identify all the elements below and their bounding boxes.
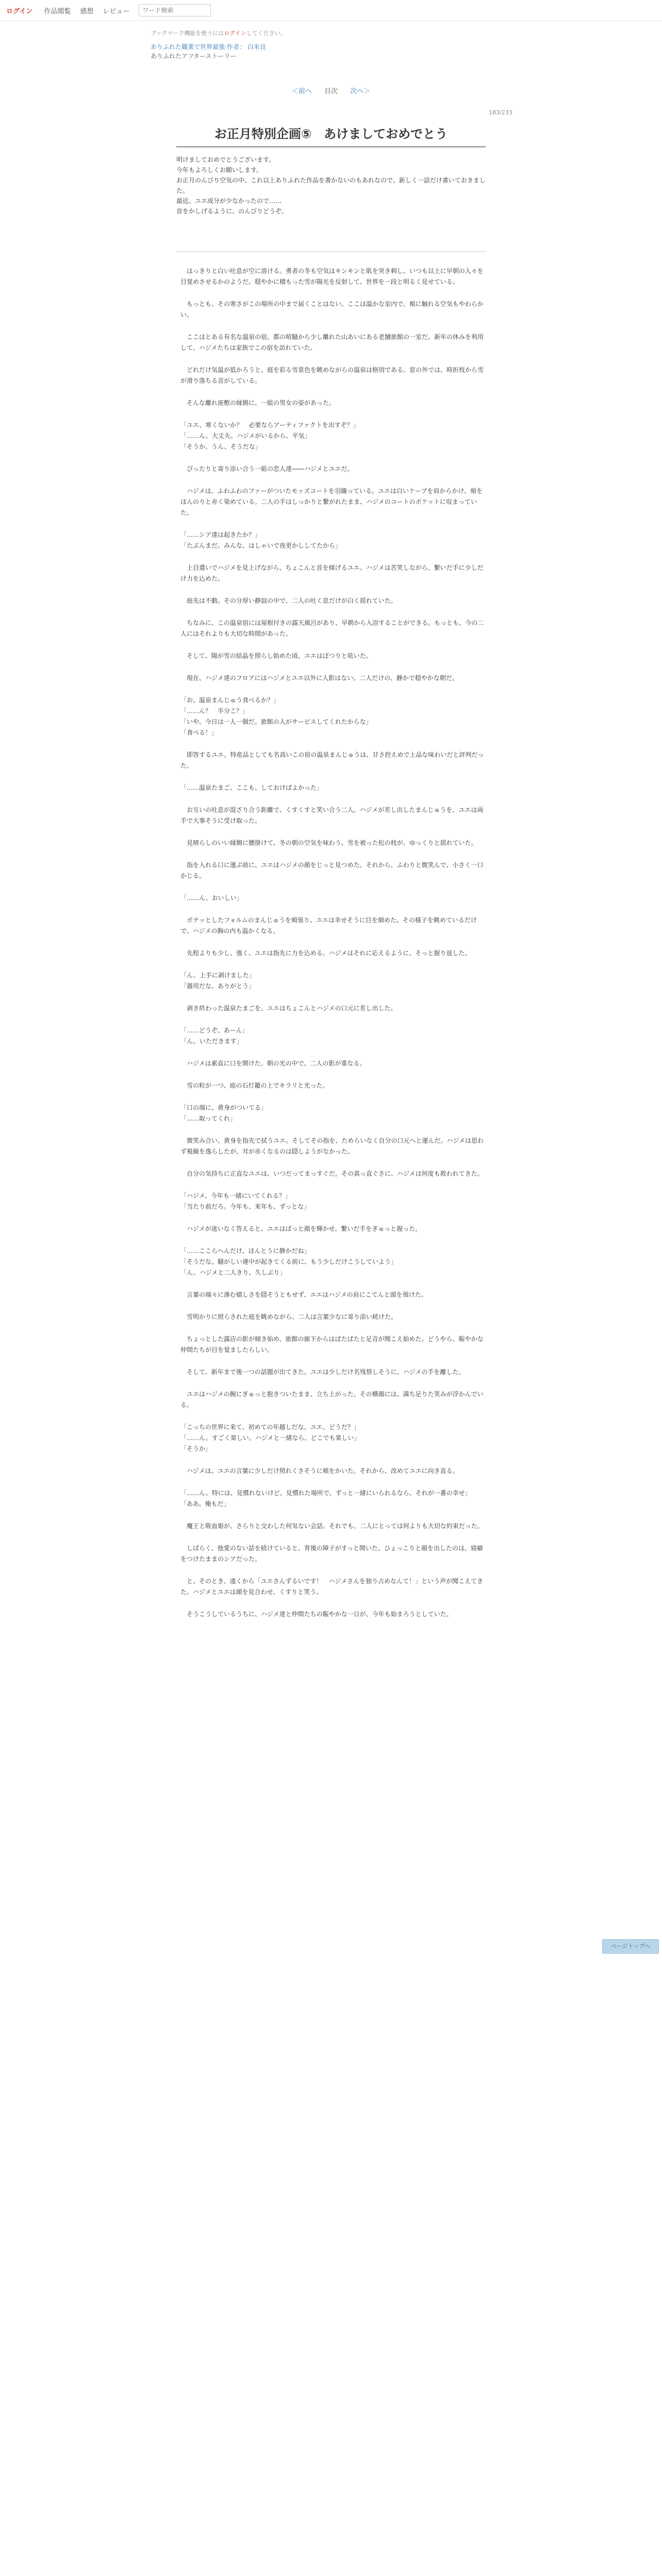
- search-input[interactable]: [139, 4, 211, 16]
- body-paragraph: ハジメは、ユエの言葉に少しだけ照れくさそうに頬をかいた。それから、改めてユエに向き直る。: [180, 1467, 459, 1475]
- index-link[interactable]: 目次: [324, 88, 338, 95]
- body-paragraph: ぴったりと寄り添い合う一組の恋人達――ハジメとユエだ。: [180, 465, 354, 472]
- nav-browse-works[interactable]: 作品閲覧: [44, 7, 71, 15]
- body-paragraph: 「口の端に、黄身がついてる」 「……取ってくれ」: [180, 1104, 268, 1122]
- chapter-number: 183/233: [489, 109, 512, 116]
- title-divider: [176, 146, 486, 147]
- notice-after: してください。: [246, 30, 286, 37]
- notice-before: ブックマーク機能を使うには: [151, 30, 224, 37]
- body-paragraph: 先程よりも少し、強く、ユエは指先に力を込める。ハジメはそれに応えるように、そっと握り返した。: [180, 950, 471, 957]
- body-paragraph: ハジメは、ふわふわのファーがついたモッズコートを羽織っている。ユエは白いケープを肩からかけ、頬をほんのりと赤く染めている。二人の手はしっかりと繋がれたまま、ハジメのコートのポケットに収まっていた。: [180, 487, 483, 516]
- series-subtitle: ありふれたアフターストーリー: [151, 53, 237, 60]
- body-paragraph: と、そのとき、遠くから「ユエさんずるいです！ ハジメさんを独り占めなんて！」という声が聞こえてきた。ハジメとユエは顔を見合わせ、くすりと笑う。: [180, 1578, 484, 1596]
- login-link[interactable]: ログイン: [6, 7, 33, 15]
- body-paragraph: 即答するユエ。特産品としても名高いこの宿の温泉まんじゅうは、甘さ控えめで上品な味わいだと評判だった。: [180, 751, 484, 769]
- chapter-body: [180, 266, 485, 1631]
- notice-login-link[interactable]: ログイン: [224, 30, 246, 37]
- body-paragraph: そして、新年まで後一つの話題が出てきた。ユエは少しだけ名残惜しそうに、ハジメの手を離した。: [180, 1368, 465, 1376]
- preface-line: 今年もよろしくお願いします。: [176, 166, 263, 174]
- body-paragraph: 「……ん、おいしい」: [180, 894, 243, 902]
- preface-line: お正月のんびり空気の中、これ以上ありふれた作品を書かないのもあれなので、新しく一話だけ書いておきました。: [176, 177, 486, 194]
- body-paragraph: 「……温泉たまご、ここも、しておけばよかった」: [180, 784, 323, 791]
- body-paragraph: 「お、温泉まんじゅう食べるか？」 「……ん？ 半分こ？」 「いや、今日は一人一個だ。旅館の人がサービスしてくれたからな」 「食べる！」: [180, 697, 372, 736]
- series-title[interactable]: ありふれた職業で世界最強: [151, 43, 225, 50]
- top-bar: [0, 0, 662, 21]
- series-info: [151, 42, 266, 61]
- body-paragraph: 「……シア達は起きたか？」 「たぶんまだ。みんな、はしゃいで夜更かししてたから」: [180, 531, 342, 549]
- body-paragraph: 「……ここらへんだけ、ほんとうに静かだね」 「そうだな。騒がしい連中が起きてくる前に、もう少しだけこうしていよう」 「ん。ハジメと二人きり、久しぶり」: [180, 1247, 398, 1276]
- preface-divider: [176, 251, 486, 252]
- body-paragraph: はっきりと白い吐息が空に溶ける。勇者の冬も空気はキンキンと肌を突き刺し、いつも以上に早朝の人々を目覚めさせるかのようだ。穏やかに積もった雪が陽光を反射して、世界を一段と明るく見せている。: [180, 267, 484, 285]
- body-paragraph: ここはとある有名な温泉の宿。都の喧騒から少し離れた山あいにある老舗旅館の一室だ。新年の休みを利用して、ハジメたちは家族でこの宿を訪れていた。: [180, 333, 484, 351]
- body-paragraph: ちょっとした露店の影が傾き始め、旅館の廊下からはぱたぱたと足音が聞こえ始めた。どうやら、賑やかな仲間たちが目を覚ましたらしい。: [180, 1335, 484, 1353]
- page-top-button[interactable]: ページトップへ: [602, 1939, 659, 1954]
- chapter-title: お正月特別企画⑤ あけましておめでとう: [214, 127, 448, 141]
- body-paragraph: そんな離れ座敷の縁側に、一組の男女の姿があった。: [180, 399, 335, 406]
- body-paragraph: 「……どうぞ、あーん」 「ん。いただきます」: [180, 1027, 249, 1045]
- body-paragraph: 微笑み合い、黄身を指先で拭うユエ。そしてその指を、ためらいなく自分の口元へと運んだ。ハジメは思わず視線を逸らしたが、耳が赤くなるのは隠しようがなかった。: [180, 1137, 484, 1155]
- next-link[interactable]: 次へ＞: [350, 88, 371, 95]
- body-paragraph: そして、陽が雪の結晶を照らし始めた頃、ユエはぽつりと呟いた。: [180, 652, 372, 659]
- body-paragraph: 魔王と吸血姫が、さらりと交わした何気ない会話。それでも、二人にとっては何よりも大切な約束だった。: [180, 1522, 484, 1530]
- body-paragraph: 庭先は不動。その分厚い静寂の中で、二人の吐く息だけが白く揺れていた。: [180, 597, 397, 604]
- body-paragraph: ユエはハジメの腕にぎゅっと抱きついたまま、立ち上がった。その横顔には、満ち足りた笑みが浮かんでいる。: [180, 1391, 484, 1409]
- body-paragraph: もっとも、その寒さがこの場所の中まで届くことはない。ここは温かな室内で、頬に触れる空気もやわらかい。: [180, 300, 484, 318]
- body-paragraph: 言葉の端々に滲む嬉しさを隠そうともせず、ユエはハジメの肩にこてんと頭を預けた。: [180, 1291, 427, 1298]
- preface-line: 首をかしげるように、のんびりどうぞ。: [176, 208, 288, 215]
- body-paragraph: 見晴らしのいい縁側に腰掛けて、冬の朝の空気を味わう。雪を被った松の枝が、ゆっくりと揺れていた。: [180, 839, 477, 846]
- body-paragraph: ちなみに、この温泉宿には屋根付きの露天風呂があり、早朝から入浴することができる。もっとも、今の二人にはそれよりも大切な時間があった。: [180, 619, 484, 637]
- body-paragraph: ハジメは素直に口を開けた。朝の光の中で、二人の影が重なる。: [180, 1060, 366, 1067]
- body-paragraph: 「こっちの世界に来て、初めての年越しだな。ユエ、どうだ？」 「……ん。すごく楽しい。ハジメと一緒なら、どこでも楽しい」 「そうか」: [180, 1423, 360, 1452]
- body-paragraph: 指を入れる口に運ぶ前に、ユエはハジメの顔をじっと見つめた。それから、ふわりと微笑んで、小さく一口かじる。: [180, 861, 484, 879]
- prev-link[interactable]: ＜前へ: [291, 88, 312, 95]
- body-paragraph: 「ん。上手に剥けました」 「器用だな。ありがとう」: [180, 972, 255, 990]
- body-paragraph: ハジメが迷いなく答えると、ユエはぱっと顔を輝かせ、繋いだ手をぎゅっと握った。: [180, 1225, 422, 1232]
- body-paragraph: 「ハジメ、今年も一緒にいてくれる？」 「当たり前だろ。今年も、来年も、ずっとな」: [180, 1192, 310, 1210]
- body-paragraph: 上目遣いでハジメを見上げながら、ちょこんと首を傾げるユエ。ハジメは苦笑しながら、繋いだ手に少しだけ力を込めた。: [180, 564, 484, 582]
- body-paragraph: 剥き終わった温泉たまごを、ユエはちょこんとハジメの口元に差し出した。: [180, 1005, 397, 1012]
- nav-reviews-impressions[interactable]: 感想: [80, 7, 94, 15]
- body-paragraph: お互いの吐息が混ざり合う距離で、くすくすと笑い合う二人。ハジメが差し出したまんじゅうを、ユエは両手で大事そうに受け取った。: [180, 806, 484, 824]
- body-paragraph: そうこうしているうちに、ハジメ達と仲間たちの賑やかな一日が、今年も始まろうとしていた。: [180, 1611, 453, 1618]
- body-paragraph: 現在、ハジメ達のフロアにはハジメとユエ以外に人影はない。二人だけの、静かで穏やかな朝だ。: [180, 674, 458, 682]
- author-name[interactable]: 白米良: [247, 43, 266, 50]
- chapter-pager: [0, 86, 662, 95]
- body-paragraph: 「ユエ、寒くないか？ 必要ならアーティファクトを出すぞ？」 「……ん。大丈夫。ハジメがいるから、平気」 「そうか。うん、そうだな」: [180, 421, 359, 450]
- body-paragraph: しばらく、他愛のない話を続けていると、背後の障子がすっと開いた。ひょっこりと顔を出したのは、寝癖をつけたままのシアだった。: [180, 1545, 484, 1563]
- preface-line: 明けましておめでとうございます。: [176, 156, 275, 163]
- nav-reviews[interactable]: レビュー: [103, 7, 130, 15]
- preface-line: 最近、ユエ成分が少なかったので……: [176, 197, 282, 205]
- login-notice: [151, 29, 286, 37]
- body-paragraph: 自分の気持ちに正直なユエは、いつだってまっすぐだ。その真っ直ぐさに、ハジメは何度も救われてきた。: [180, 1170, 484, 1177]
- body-paragraph: ボテッとしたフォルムのまんじゅうを頬張り、ユエは幸せそうに目を細めた。その様子を眺めているだけで、ハジメの胸の内も温かくなる。: [180, 917, 477, 935]
- body-paragraph: 雪の粒が一つ、庭の石灯籠の上でキラリと光った。: [180, 1082, 329, 1089]
- body-paragraph: どれだけ気温が低かろうと、庭を彩る雪景色を眺めながらの温泉は格別である。窓の外では、時折枝から雪が滑り落ちる音がしている。: [180, 366, 484, 384]
- body-paragraph: 雪明かりに照らされた庭を眺めながら、二人は言葉少なに寄り添い続けた。: [180, 1313, 398, 1320]
- preface: [176, 155, 486, 216]
- body-paragraph: 「……ん。特には、見慣れないけど、見慣れた場所で、ずっと一緒にいられるなら、それが一番の幸せ」 「ああ。俺もだ」: [180, 1489, 471, 1507]
- author-label: 作者：: [226, 43, 245, 50]
